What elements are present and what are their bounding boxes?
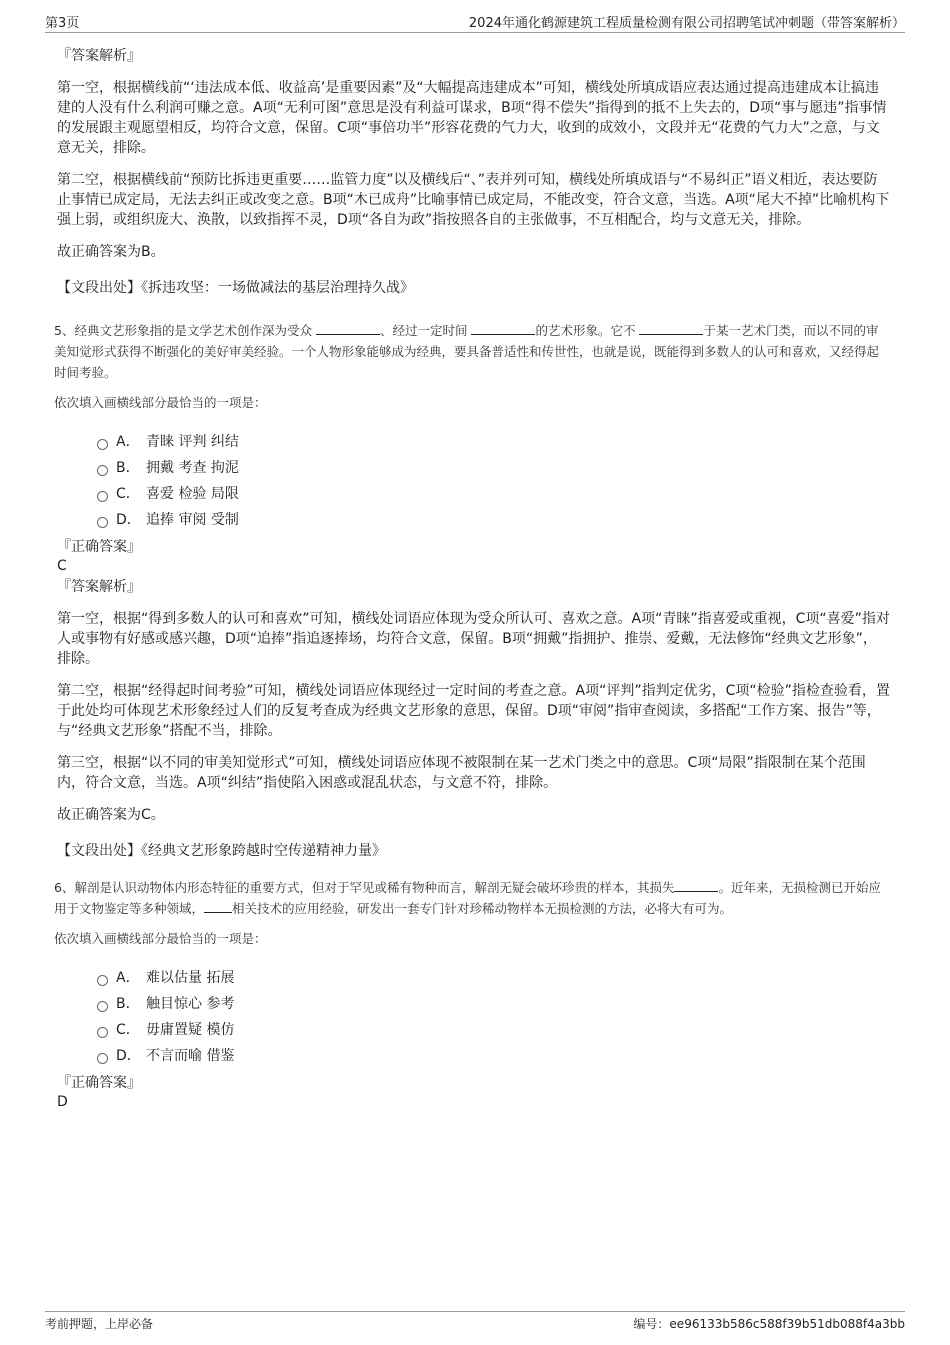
- q5-correct-answer: C: [57, 558, 67, 574]
- q5-blank-2: [471, 320, 535, 335]
- radio-icon[interactable]: [97, 491, 108, 502]
- q5-analysis-p3: 第三空，根据“以不同的审美知觉形式”可知，横线处词语应体现不被限制在某一艺术门类之中的意思。C项“局限”指限制在某个范围内，符合文意，当选。A项“纠结”指使陷入困惑或混乱状态，与文意不符，排除。: [57, 755, 866, 791]
- q5-analysis-p2: 第二空，根据“经得起时间考验”可知，横线处词语应体现经过一定时间的考查之意。A项“评判”指判定优劣，C项“检验”指检查验看，置于此处均可体现艺术形象经过人们的反复考查成为经典文艺形象的意思，保留。D项“审阅”指审查阅读，多搭配“工作方案、报告”等，与“经典文艺形象”搭配不当，排除。: [57, 683, 890, 739]
- option-letter: A．: [116, 434, 140, 450]
- radio-icon[interactable]: [97, 1001, 108, 1012]
- q6-option-a[interactable]: [97, 965, 890, 991]
- q6-stem-c: 相关技术的应用经验，研发出一套专门针对珍稀动物样本无损检测的方法，必将大有可为。: [232, 901, 733, 916]
- option-letter: D．: [116, 512, 141, 528]
- option-letter: D．: [116, 1048, 141, 1064]
- q6-stem: [54, 877, 890, 919]
- q5-option-c[interactable]: [97, 481, 890, 507]
- q6-option-c[interactable]: [97, 1017, 890, 1043]
- page-content: [54, 40, 890, 1111]
- q4-analysis-p1: 第一空，根据横线前“‘违法成本低、收益高’是重要因素”及“大幅提高违建成本”可知，横线处所填成语应表达通过提高违建成本让搞违建的人没有什么利润可赚之意。A项“无利可图”意思是没有利益可谋求，B项“得不偿失”指得到的抵不上失去的，D项“事与愿违”指事情的发展跟主观愿望相反，均符合文意，保留。C项“事倍功半”形容花费的气力大，收到的成效小，文段并无“花费的气力大”之意，与文意无关，排除。: [57, 80, 887, 156]
- radio-icon[interactable]: [97, 517, 108, 528]
- q5-option-d[interactable]: [97, 507, 890, 533]
- option-letter: C．: [116, 486, 140, 502]
- option-letter: B．: [116, 460, 140, 476]
- q6-correct-answer: D: [57, 1094, 68, 1110]
- q6-options: [97, 965, 890, 1069]
- q6-correct-label: 『正确答案』: [57, 1075, 141, 1091]
- q5-stem: [54, 320, 890, 383]
- q5-option-a[interactable]: [97, 429, 890, 455]
- option-text: 难以估量 拓展: [146, 970, 235, 986]
- radio-icon[interactable]: [97, 439, 108, 450]
- page-header: [45, 12, 905, 33]
- q5-conclusion: 故正确答案为C。: [57, 807, 165, 823]
- option-letter: A．: [116, 970, 140, 986]
- q5-prompt: 依次填入画横线部分最恰当的一项是：: [54, 395, 267, 410]
- q4-conclusion: 故正确答案为B。: [57, 244, 165, 260]
- q5-analysis-p1: 第一空，根据“得到多数人的认可和喜欢”可知，横线处词语应体现为受众所认可、喜欢之意。A项“青睐”指喜爱或重视，C项“喜爱”指对人或事物有好感或感兴趣，D项“追捧”指追逐捧场，均符合文意，保留。B项“拥戴”指拥护、推崇、爱戴，无法修饰“经典文艺形象”，排除。: [57, 611, 890, 667]
- q6-blank-2: [204, 898, 232, 913]
- footer-serial: 编号：ee96133b586c588f39b51db088f4a3bb: [633, 1317, 905, 1331]
- q5-stem-c: 的艺术形象。它不: [535, 323, 636, 338]
- option-letter: B．: [116, 996, 140, 1012]
- q6-option-b[interactable]: [97, 991, 890, 1017]
- q6-prompt: 依次填入画横线部分最恰当的一项是：: [54, 931, 267, 946]
- radio-icon[interactable]: [97, 975, 108, 986]
- document-title: 2024年通化鹤源建筑工程质量检测有限公司招聘笔试冲刺题（带答案解析）: [468, 16, 905, 31]
- q6-option-d[interactable]: [97, 1043, 890, 1069]
- option-text: 追捧 审阅 受制: [146, 512, 239, 528]
- q6-stem-a: 解剖是认识动物体内形态特征的重要方式，但对于罕见或稀有物种而言，解剖无疑会破坏珍贵的样本，其损失: [74, 880, 675, 895]
- q4-analysis-p2: 第二空，根据横线前“预防比拆违更重要……监管力度”以及横线后“、”表并列可知，横线处所填成语与“不易纠正”语义相近，表达要防止事情已成定局，无法去纠正或改变之意。B项“木已成舟”比喻事情已成定局，不能改变，符合文意，当选。A项“尾大不掉”比喻机构下强上弱，或组织庞大、涣散，以致指挥不灵，D项“各自为政”指按照各自的主张做事，不互相配合，均与文意无关，排除。: [57, 172, 890, 228]
- q6-blank-1: [674, 877, 718, 892]
- q5-options: [97, 429, 890, 533]
- q5-stem-b: 、经过一定时间: [379, 323, 468, 338]
- q4-analysis-label: 『答案解析』: [57, 48, 141, 64]
- q5-source: 【文段出处】《经典文艺形象跨越时空传递精神力量》: [57, 843, 386, 859]
- radio-icon[interactable]: [97, 1027, 108, 1038]
- q5-number: 5、: [54, 323, 75, 338]
- option-text: 青睐 评判 纠结: [146, 434, 239, 450]
- q6-number: 6、: [54, 880, 75, 895]
- option-text: 不言而喻 借鉴: [146, 1048, 235, 1064]
- q6-stem-b: 。近年来，无损检测已开始应用于文物鉴定等多种领域，: [54, 880, 881, 916]
- q4-source: 【文段出处】《拆违攻坚：一场做减法的基层治理持久战》: [57, 280, 414, 296]
- q5-option-b[interactable]: [97, 455, 890, 481]
- page-footer: [45, 1311, 905, 1331]
- option-text: 拥戴 考查 拘泥: [146, 460, 239, 476]
- radio-icon[interactable]: [97, 1053, 108, 1064]
- page-number: 第3页: [45, 16, 80, 31]
- radio-icon[interactable]: [97, 465, 108, 476]
- q5-analysis-label: 『答案解析』: [57, 579, 141, 595]
- q5-blank-1: [316, 320, 380, 335]
- q5-stem-d: 于某一艺术门类，而以不同的审美知觉形式获得不断强化的美好审美经验。一个人物形象能够成为经典，要具备普适性和传世性，也就是说，既能得到多数人的认可和喜欢，又经得起时间考验。: [54, 323, 880, 380]
- q5-correct-label: 『正确答案』: [57, 539, 141, 555]
- footer-slogan: 考前押题，上岸必备: [45, 1317, 154, 1331]
- option-text: 毋庸置疑 模仿: [146, 1022, 235, 1038]
- option-letter: C．: [116, 1022, 140, 1038]
- option-text: 触目惊心 参考: [146, 996, 235, 1012]
- q5-stem-a: 经典文艺形象指的是文学艺术创作深为受众: [74, 323, 312, 338]
- option-text: 喜爱 检验 局限: [146, 486, 239, 502]
- q5-blank-3: [639, 320, 703, 335]
